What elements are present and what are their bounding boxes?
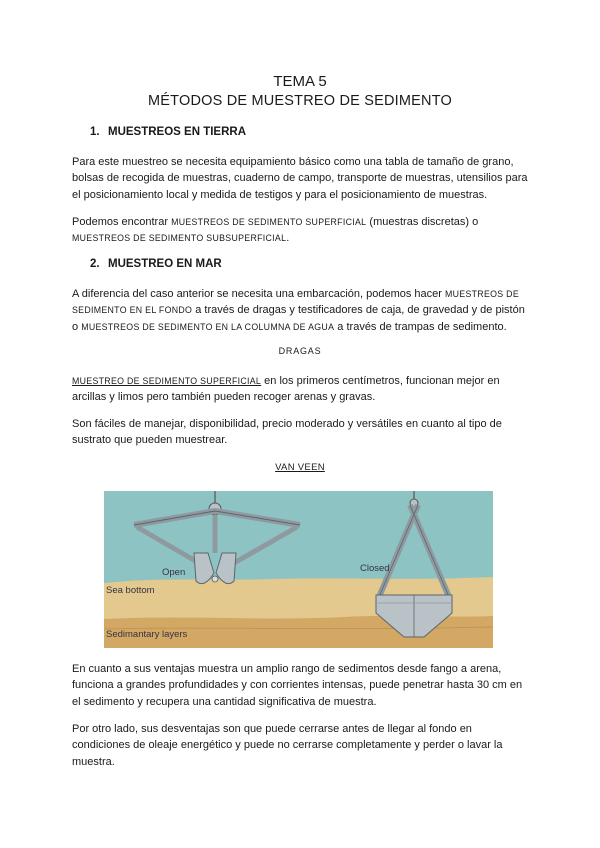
text-run: a través de trampas de sedimento.	[334, 320, 507, 333]
term-muestreo-superficial: MUESTREO DE SEDIMENTO SUPERFICIAL	[72, 376, 262, 386]
text-run: Podemos encontrar	[72, 216, 172, 228]
section-2-heading	[90, 258, 222, 270]
section-1-title: MUESTREOS EN TIERRA	[108, 126, 247, 138]
term-columna-agua: MUESTREOS DE SEDIMENTO EN LA COLUMNA DE AGUA	[81, 321, 335, 332]
label-sea-bottom: Sea bottom	[106, 585, 155, 596]
text-run: .	[286, 232, 290, 245]
page-title: TEMA 5	[273, 73, 327, 90]
label-closed: Closed	[360, 563, 390, 574]
section-1-heading	[90, 126, 246, 138]
dragas-heading: DRAGAS	[278, 346, 322, 356]
term-subsuperficial: MUESTREOS DE SEDIMENTO SUBSUPERFICIAL	[72, 233, 287, 244]
section-2-paragraph-1	[72, 286, 528, 335]
van-veen-figure	[104, 491, 493, 648]
section-1-number: 1.	[90, 126, 100, 138]
text-run: a través de dragas y testificadores de caja, de gravedad y de pistón o	[72, 304, 525, 333]
van-veen-paragraph-1: En cuanto a sus ventajas muestra un amplio rango de sedimentos desde fango a arena, funciona a grandes profundidades y con corrientes intensas, puede penetrar hasta 30 cm en el sedimento y recupera una cantidad significativa de muestra.	[72, 663, 523, 708]
section-2-title: MUESTREO EN MAR	[108, 258, 222, 270]
van-veen-paragraph-2: Por otro lado, sus desventajas son que puede cerrarse antes de llegar al fondo en condiciones de oleaje energético y puede no cerrarse completamente y perder o lavar la muestra.	[72, 723, 503, 768]
section-1-paragraph-2	[72, 214, 528, 247]
label-sedimentary-layers: Sedimantary layers	[106, 629, 188, 640]
term-fondo: MUESTREOS DE SEDIMENTO EN EL FONDO	[72, 289, 519, 316]
section-2-number: 2.	[90, 258, 100, 270]
dragas-paragraph-1	[72, 373, 528, 406]
text-run: A diferencia del caso anterior se necesita una embarcación, podemos hacer	[72, 288, 445, 300]
text-run: en los primeros centímetros, funcionan mejor en arcillas y limos pero también pueden recoger arenas y gravas.	[72, 375, 500, 404]
van-veen-heading: VAN VEEN	[275, 462, 325, 473]
section-1-paragraph-1: Para este muestreo se necesita equipamiento básico como una tabla de tamaño de grano, bolsas de recogida de muestras, cuaderno de campo, transporte de muestras, utensilios para el posicionamiento local y medida de testigos y para el posicionamiento de muestras.	[72, 156, 528, 201]
text-run: (muestras discretas) o	[366, 216, 479, 228]
label-open: Open	[162, 567, 186, 578]
term-superficial: MUESTREOS DE SEDIMENTO SUPERFICIAL	[171, 217, 367, 227]
dragas-paragraph-2: Son fáciles de manejar, disponibilidad, precio moderado y versátiles en cuanto al tipo de sustrato que pueden muestrear.	[72, 418, 502, 447]
page-subtitle: MÉTODOS DE MUESTREO DE SEDIMENTO	[148, 93, 452, 109]
